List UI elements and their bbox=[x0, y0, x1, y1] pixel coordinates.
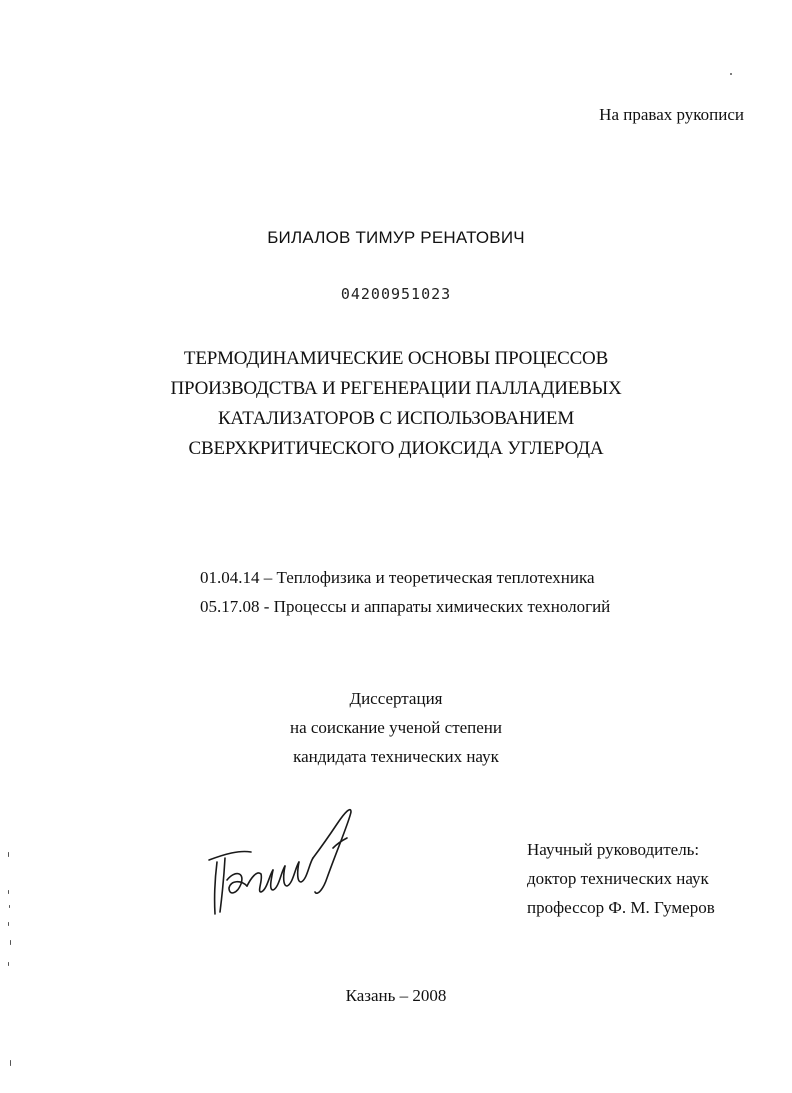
supervisor-line: Научный руководитель: bbox=[527, 840, 700, 859]
thesis-title-line: КАТАЛИЗАТОРОВ С ИСПОЛЬЗОВАНИЕМ bbox=[217, 408, 575, 429]
handwritten-signature bbox=[205, 800, 365, 920]
specialty-item: 01.04.14 – Теплофизика и теоретическая теплотехника bbox=[200, 568, 595, 587]
scan-speck bbox=[8, 890, 9, 894]
scan-speck bbox=[730, 73, 732, 75]
city-year: Казань – 2008 bbox=[345, 986, 447, 1005]
thesis-title-line: ПРОИЗВОДСТВА И РЕГЕНЕРАЦИИ ПАЛЛАДИЕВЫХ bbox=[170, 378, 622, 399]
degree-line: на соискание ученой степени bbox=[289, 718, 503, 737]
thesis-title-line: СВЕРХКРИТИЧЕСКОГО ДИОКСИДА УГЛЕРОДА bbox=[188, 438, 604, 459]
thesis-title bbox=[0, 344, 792, 464]
degree-line: Диссертация bbox=[349, 689, 443, 708]
registration-number: 04200951023 bbox=[340, 285, 452, 303]
supervisor-line: профессор Ф. М. Гумеров bbox=[527, 898, 715, 917]
author-name: БИЛАЛОВ ТИМУР РЕНАТОВИЧ bbox=[267, 228, 525, 247]
scan-speck bbox=[8, 962, 9, 966]
specialty-item: 05.17.08 - Процессы и аппараты химических технологий bbox=[200, 597, 611, 616]
scan-speck bbox=[10, 1060, 11, 1066]
scan-speck bbox=[8, 852, 9, 857]
thesis-title-line: ТЕРМОДИНАМИЧЕСКИЕ ОСНОВЫ ПРОЦЕССОВ bbox=[183, 348, 609, 369]
specialties-list bbox=[200, 563, 610, 621]
manuscript-note: На правах рукописи bbox=[599, 105, 744, 124]
scan-speck bbox=[8, 922, 9, 926]
degree-line: кандидата технических наук bbox=[293, 747, 499, 766]
degree-block bbox=[0, 684, 792, 771]
scan-speck bbox=[9, 905, 10, 908]
scan-speck bbox=[10, 940, 11, 945]
supervisor-block bbox=[527, 835, 715, 922]
supervisor-line: доктор технических наук bbox=[527, 869, 709, 888]
